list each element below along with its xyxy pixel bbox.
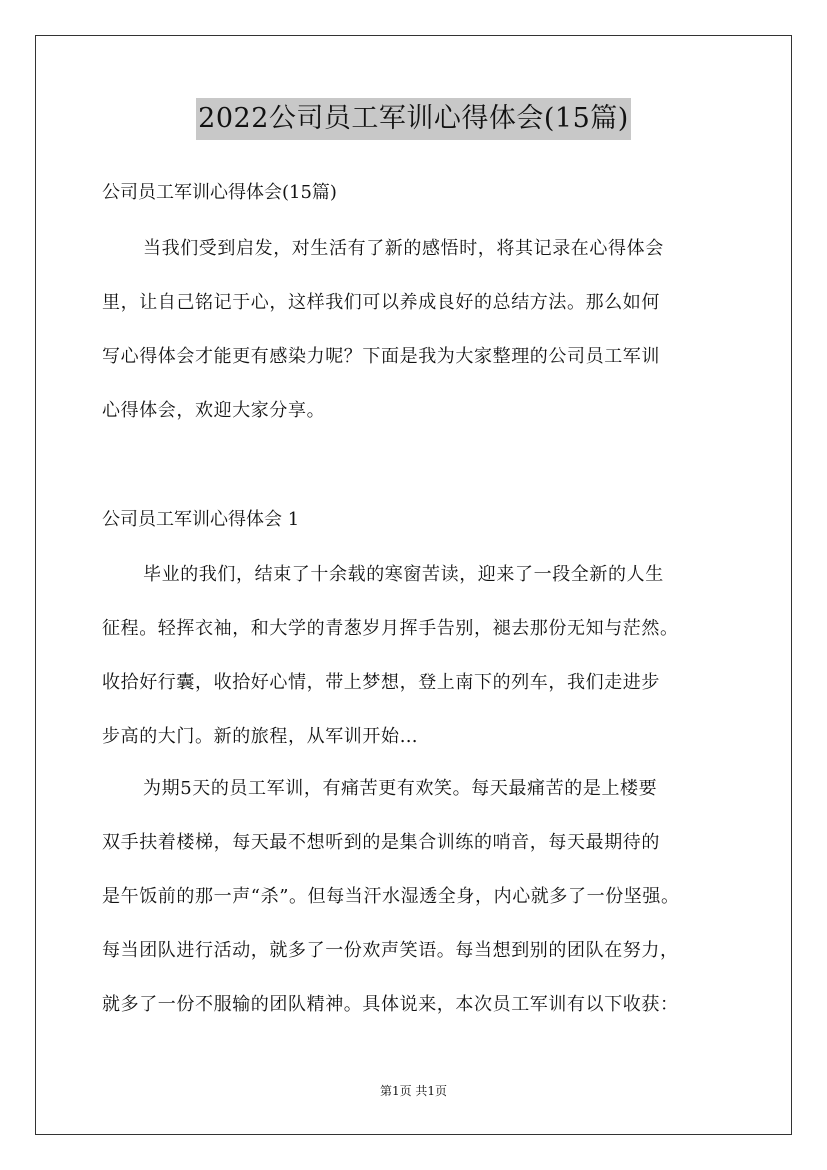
para2-line-1: 为期5天的员工军训，有痛苦更有欢笑。每天最痛苦的是上楼要: [143, 778, 658, 799]
document-subtitle: 公司员工军训心得体会(15篇): [102, 182, 337, 203]
section-heading: 公司员工军训心得体会 1: [102, 509, 300, 530]
intro-line-3: 写心得体会才能更有感染力呢？下面是我为大家整理的公司员工军训: [102, 346, 660, 367]
para1-line-2: 征程。轻挥衣袖，和大学的青葱岁月挥手告别，褪去那份无知与茫然。: [102, 618, 679, 639]
para2-line-2: 双手扶着楼梯，每天最不想听到的是集合训练的哨音，每天最期待的: [102, 832, 660, 853]
intro-line-2: 里，让自己铭记于心，这样我们可以养成良好的总结方法。那么如何: [102, 292, 660, 313]
intro-line-1: 当我们受到启发，对生活有了新的感悟时，将其记录在心得体会: [143, 238, 664, 259]
document-title: 2022公司员工军训心得体会(15篇): [196, 98, 631, 140]
para2-line-5: 就多了一份不服输的团队精神。具体说来，本次员工军训有以下收获：: [102, 994, 679, 1015]
title-container: [0, 98, 827, 140]
para2-line-4: 每当团队进行活动，就多了一份欢声笑语。每当想到别的团队在努力，: [102, 940, 679, 961]
para1-line-1: 毕业的我们，结束了十余载的寒窗苦读，迎来了一段全新的人生: [143, 564, 664, 585]
para1-line-4: 步高的大门。新的旅程，从军训开始…: [102, 726, 419, 747]
para1-line-3: 收拾好行囊，收拾好心情，带上梦想，登上南下的列车，我们走进步: [102, 672, 660, 693]
intro-line-4: 心得体会，欢迎大家分享。: [102, 400, 326, 421]
page-footer: 第1页 共1页: [379, 1084, 448, 1098]
para2-line-3: 是午饭前的那一声“杀”。但每当汗水湿透全身，内心就多了一份坚强。: [102, 886, 680, 907]
